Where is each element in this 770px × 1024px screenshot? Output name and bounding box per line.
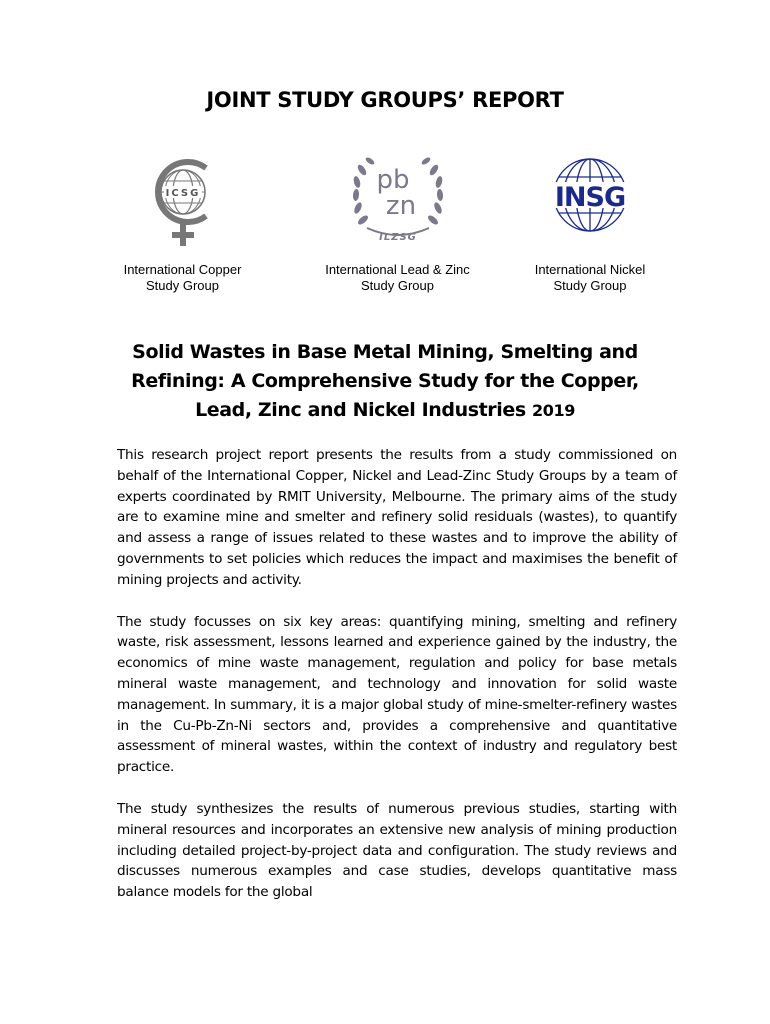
ilzsg-caption-line2: Study Group: [361, 278, 434, 293]
ilzsg-caption-line1: International Lead & Zinc: [325, 262, 470, 277]
icsg-logo-mark: ICSG: [165, 188, 200, 199]
study-year: 2019: [532, 401, 575, 420]
pb-zn-laurel-icon: [343, 150, 453, 250]
insg-logo-mark: INSG: [554, 182, 626, 213]
body-paragraph: The study focusses on six key areas: quantifying mining, smelting and refinery waste, risk assessment, lessons learned and experience gained by the industry, the economics of mine waste management, regulation and policy for base metals mineral waste management, and technology and innovation for solid waste management. In summary, it is a major global study of mine-smelter-refinery wastes in the Cu-Pb-Zn-Ni sectors and, provides a comprehensive and quantitative assessment of mineral wastes, within the context of industry and regulatory best practice.: [117, 613, 677, 776]
study-title-text: Solid Wastes in Base Metal Mining, Smelting and Refining: A Comprehensive Study for the Copper, Lead, Zinc and Nickel Industries: [131, 341, 639, 421]
report-body: [117, 445, 677, 924]
icsg-caption-line2: Study Group: [146, 278, 219, 293]
copper-globe-venus-icon: [138, 150, 228, 250]
insg-caption-line2: Study Group: [553, 278, 627, 293]
ilzsg-logo-block: [300, 150, 495, 294]
icsg-caption: [100, 262, 265, 294]
icsg-caption-line1: International Copper: [123, 262, 242, 277]
body-paragraph: The study synthesizes the results of numerous previous studies, starting with mineral resources and incorporates an extensive new analysis of mining production including detailed project-by-project data and configuration. The study reviews and discusses numerous examples and case studies, develops quantitative mass balance models for the global: [117, 800, 677, 901]
svg-text:pb: pb: [375, 165, 410, 195]
ilzsg-logo-mark: ILZSG: [378, 232, 417, 243]
insg-globe-icon: [540, 150, 640, 250]
icsg-logo-block: [100, 150, 265, 294]
insg-logo-block: [510, 150, 670, 294]
insg-caption-line1: International Nickel: [534, 262, 646, 277]
report-title: JOINT STUDY GROUPS’ REPORT: [206, 88, 564, 112]
svg-text:zn: zn: [385, 191, 416, 221]
insg-caption: [510, 262, 670, 294]
ilzsg-caption: [300, 262, 495, 294]
study-title: [100, 338, 670, 425]
body-paragraph: This research project report presents the results from a study commissioned on behalf of the International Copper, Nickel and Lead-Zinc Study Groups by a team of experts coordinated by RMIT University, Melbourne. The primary aims of the study are to examine mine and smelter and refinery solid residuals (wastes), to quantify and assess a range of issues related to these wastes and to improve the ability of governments to set policies which reduces the impact and maximises the benefit of mining projects and activity.: [117, 447, 677, 588]
